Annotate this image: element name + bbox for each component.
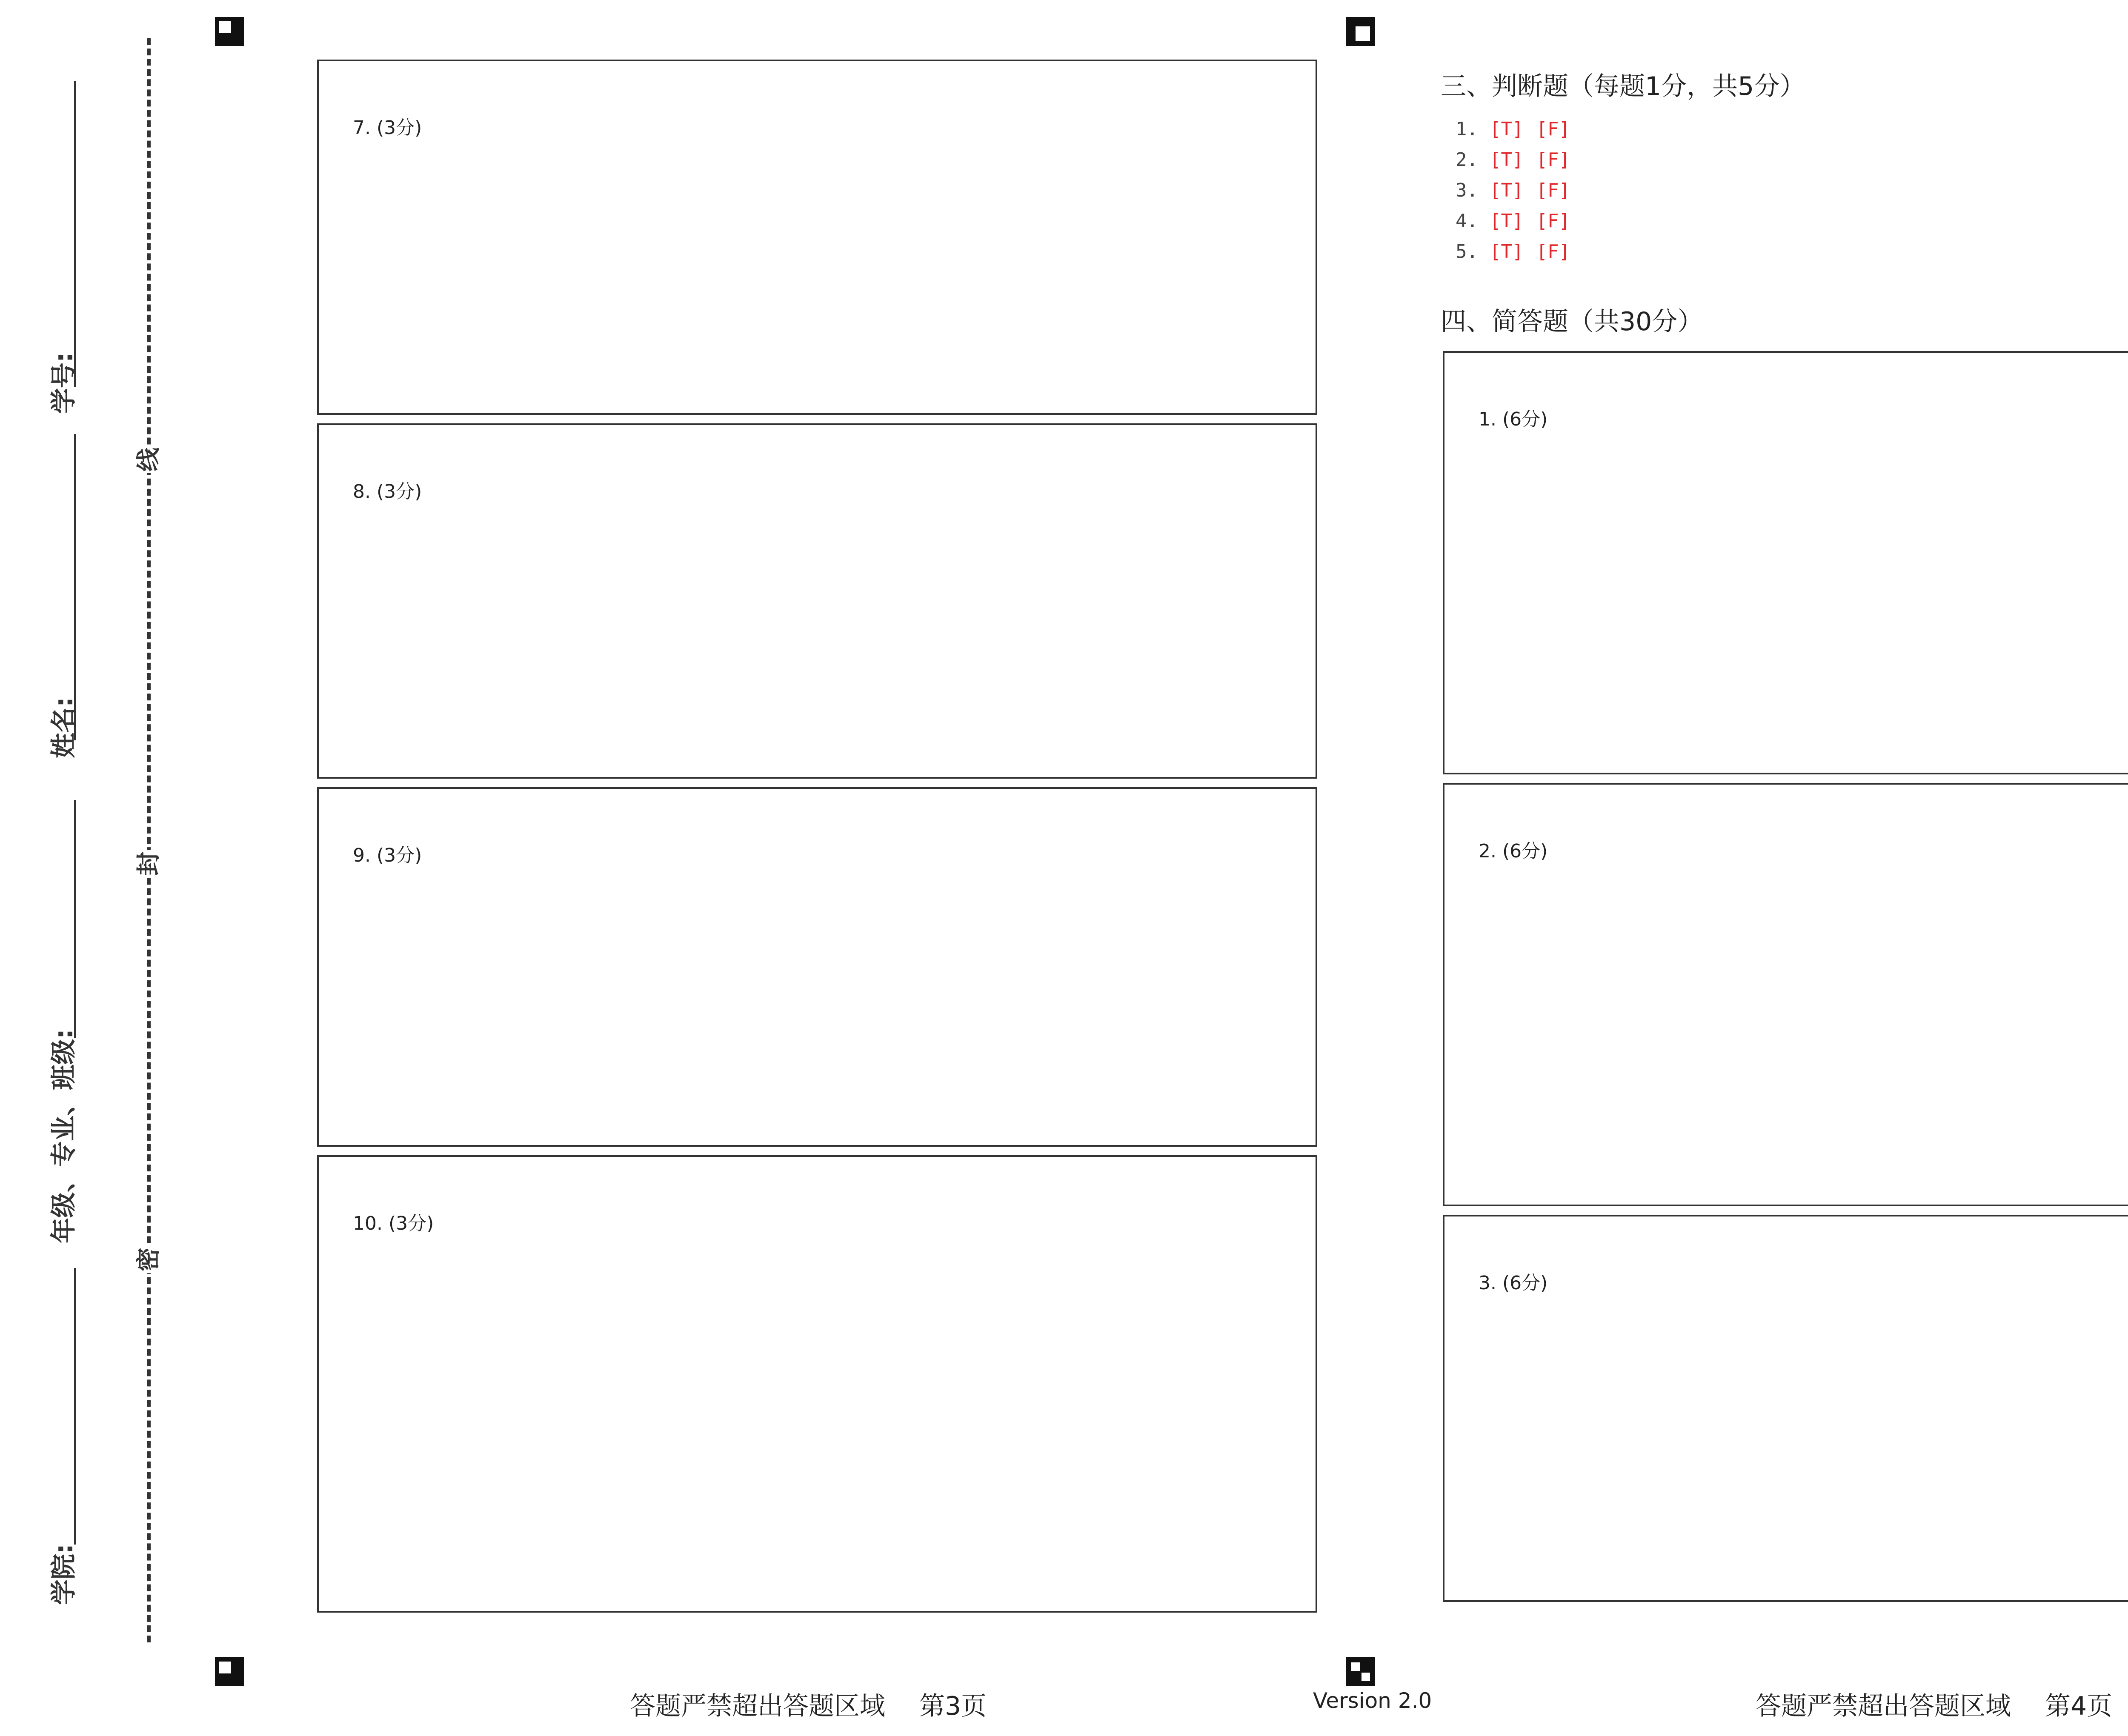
tf-item-3 (1456, 180, 1583, 210)
footer-page-number: 第3页 (919, 1691, 987, 1721)
answer-box-short-1[interactable] (1443, 351, 2128, 774)
question-label: 8. (3分) (353, 481, 422, 503)
tf-option-false[interactable]: [F] (1536, 118, 1570, 140)
question-label: 7. (3分) (353, 117, 422, 139)
seal-char-mi: 密 (132, 1246, 166, 1273)
tf-item-5 (1456, 241, 1583, 271)
tf-item-2 (1456, 149, 1583, 180)
tf-option-true[interactable]: [T] (1490, 180, 1524, 201)
footer-page-number: 第4页 (2045, 1691, 2113, 1721)
tf-item-number: 4. (1456, 210, 1478, 232)
tf-option-true[interactable]: [T] (1490, 118, 1524, 140)
answer-box-short-2[interactable] (1443, 783, 2128, 1206)
short-answer-section-title: 四、简答题（共30分） (1441, 307, 1703, 337)
tf-option-false[interactable]: [F] (1536, 241, 1570, 263)
footer-warning: 答题严禁超出答题区域 (1756, 1691, 2011, 1721)
tf-option-true[interactable]: [T] (1490, 210, 1524, 232)
answer-box-short-3[interactable] (1443, 1215, 2128, 1602)
alignment-marker-top-center (1346, 17, 1375, 46)
student-id-label: 学号: (49, 352, 79, 414)
answer-box-q7[interactable] (317, 60, 1317, 415)
tf-item-number: 1. (1456, 118, 1478, 140)
alignment-marker-bottom-left (215, 1657, 244, 1686)
seal-char-xian: 线 (132, 446, 166, 473)
tf-option-true[interactable]: [T] (1490, 241, 1524, 263)
class-label: 年级、专业、班级: (49, 1029, 79, 1243)
tf-option-false[interactable]: [F] (1536, 149, 1570, 171)
name-label: 姓名: (49, 697, 79, 758)
answer-box-q8[interactable] (317, 423, 1317, 779)
alignment-marker-top-left (215, 17, 244, 46)
seal-char-feng: 封 (132, 850, 166, 877)
question-label: 3. (6分) (1479, 1272, 1548, 1294)
alignment-marker-bottom-center (1346, 1657, 1375, 1686)
version-label: Version 2.0 (1313, 1688, 1432, 1713)
tf-option-false[interactable]: [F] (1536, 210, 1570, 232)
seal-dashed-line (147, 38, 151, 1642)
question-label: 1. (6分) (1479, 408, 1548, 430)
answer-box-q10[interactable] (317, 1155, 1317, 1613)
tf-item-4 (1456, 210, 1583, 241)
tf-item-number: 5. (1456, 241, 1478, 263)
tf-item-number: 2. (1456, 149, 1478, 171)
answer-box-q9[interactable] (317, 787, 1317, 1147)
tf-section-title: 三、判断题（每题1分，共5分） (1441, 71, 1805, 101)
class-fill-line (74, 800, 76, 1038)
tf-option-true[interactable]: [T] (1490, 149, 1524, 171)
question-label: 2. (6分) (1479, 840, 1548, 862)
tf-option-false[interactable]: [F] (1536, 180, 1570, 201)
tf-item-1 (1456, 118, 1583, 149)
question-label: 9. (3分) (353, 845, 422, 866)
tf-item-number: 3. (1456, 180, 1478, 201)
footer-warning: 答题严禁超出答题区域 (630, 1691, 885, 1721)
page4-footer (1756, 1686, 2112, 1722)
college-label: 学院: (49, 1544, 79, 1605)
page3-footer (630, 1686, 987, 1722)
question-label: 10. (3分) (353, 1213, 434, 1234)
